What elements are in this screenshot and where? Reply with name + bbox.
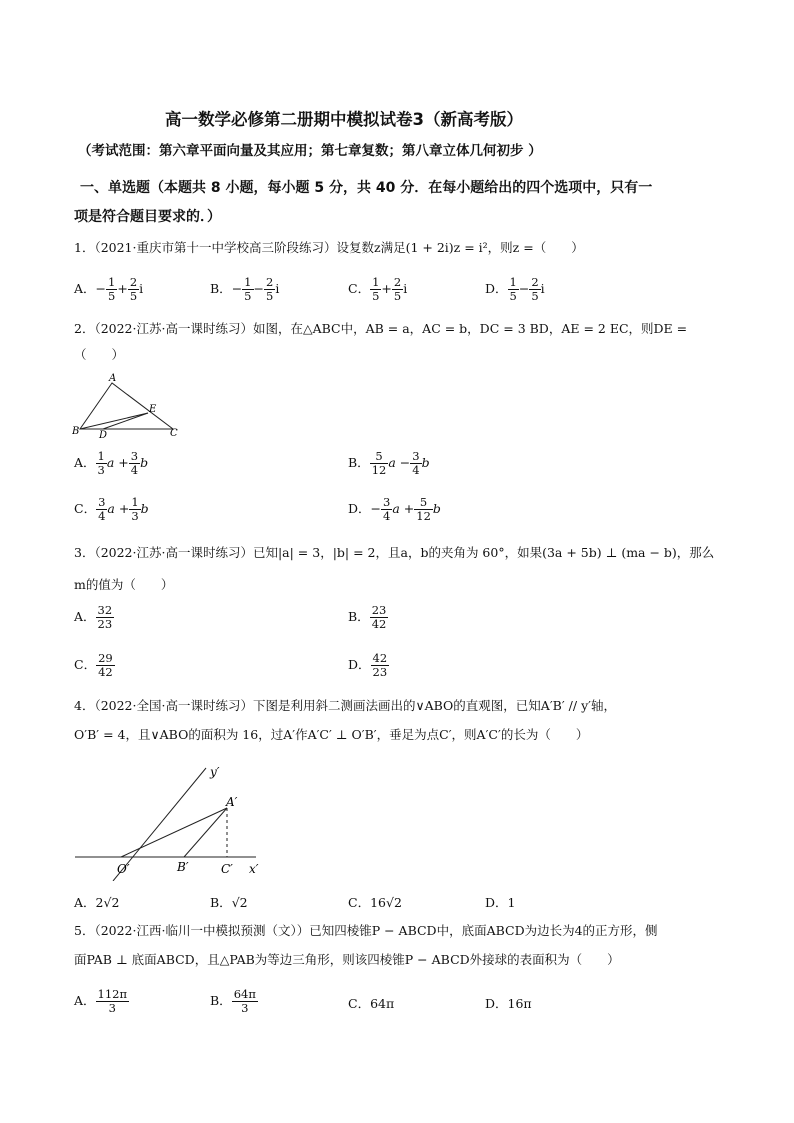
q2-triangle-figure — [72, 372, 184, 442]
fraction: $\frac{1}{3}$ — [97, 449, 105, 477]
fraction: $\frac{64\pi}{3}$ — [233, 987, 256, 1015]
fraction: $\frac{3}{4}$ — [98, 495, 106, 523]
q5-option-b[interactable] — [210, 988, 258, 1015]
fraction: $\frac{42}{23}$ — [372, 651, 388, 679]
q5-stem-line2: 面PAB ⊥ 底面ABCD，且△PAB为等边三角形，则该四棱锥P − ABCD外接球的表面积为（ ） — [74, 952, 620, 967]
fraction: $\frac{1}{5}$ — [372, 275, 380, 303]
fraction: $\frac{3}{4}$ — [130, 449, 139, 477]
vertex-label-c: C — [170, 428, 178, 439]
q4-stem-line2: O′B′ = 4，且∨ABO的面积为 16，过A′作A′C′ ⊥ O′B′，垂足为点C′，则A′C′的长为（ ） — [74, 727, 589, 742]
section-heading-line1: 一、单选题（本题共 8 小题，每小题 5 分，共 40 分．在每小题给出的四个选项中，只有一 — [80, 180, 653, 196]
triangle-abc — [80, 383, 173, 429]
q3-option-a[interactable] — [74, 604, 114, 631]
axis-label-y: y′ — [210, 765, 220, 779]
q5-option-d[interactable]: D．16π — [485, 996, 532, 1011]
q3-stem-line1: 3．（2022·江苏·高一课时练习）已知|a| = 3，|b| = 2，且a，b的夹角为 60°，如果(3a + 5b) ⊥ (ma − b)，那么 — [74, 545, 715, 560]
point-label-c: C′ — [221, 862, 233, 876]
q5-stem-line1: 5．（2022·江西·临川一中模拟预测（文））已知四棱锥P − ABCD中，底面ABCD为边长为4的正方形，侧 — [74, 923, 658, 938]
q1-option-d[interactable]: D． $\frac{1}{5}$ − $\frac{2}{5}$ i — [485, 275, 545, 303]
option-label: D． — [485, 281, 508, 296]
point-label-b: B′ — [177, 860, 189, 874]
segment-b-a — [184, 808, 227, 857]
q2-option-c[interactable]: C． $\frac{3}{4}$ a + $\frac{1}{3}$ b — [74, 495, 149, 523]
fraction: $\frac{3}{4}$ — [383, 495, 391, 523]
axis-label-x: x′ — [249, 862, 259, 876]
option-label: C． — [348, 281, 371, 296]
option-label: C． — [348, 996, 371, 1011]
fraction: $\frac{2}{5}$ — [265, 275, 274, 303]
fraction: $\frac{1}{5}$ — [108, 275, 116, 303]
option-label: C． — [74, 501, 97, 516]
q4-stem-line1: 4．（2022·全国·高一课时练习）下图是利用斜二测画法画出的∨ABO的直观图，已知A′B′ // y′轴， — [74, 698, 616, 713]
option-label: A． — [74, 993, 96, 1008]
q5-option-c[interactable]: C．64π — [348, 996, 395, 1011]
q4-option-b[interactable]: B．√2 — [210, 895, 248, 910]
option-label: D． — [348, 501, 371, 516]
fraction: $\frac{1}{3}$ — [131, 495, 139, 523]
option-label: D． — [485, 895, 508, 910]
point-label-d: D — [99, 430, 108, 441]
option-label: D． — [485, 996, 508, 1011]
fraction: $\frac{29}{42}$ — [98, 651, 113, 679]
q3-stem-line2: m的值为（ ） — [74, 577, 174, 592]
point-label-a: A′ — [226, 795, 238, 809]
point-label-o: O′ — [117, 862, 130, 876]
q5-option-a[interactable] — [74, 988, 129, 1015]
option-label: B． — [348, 609, 370, 624]
option-label: C． — [74, 657, 97, 672]
q2-stem-line2: （ ） — [74, 347, 125, 362]
fraction: $\frac{2}{5}$ — [393, 275, 402, 303]
option-label: A． — [74, 609, 96, 624]
option-label: D． — [348, 657, 371, 672]
segment-be — [80, 413, 148, 429]
fraction: $\frac{1}{5}$ — [244, 275, 252, 303]
q3-option-c[interactable] — [74, 652, 115, 679]
segment-de — [103, 413, 148, 429]
q2-option-d[interactable]: D．− $\frac{3}{4}$ a + $\frac{5}{12}$ b — [348, 495, 441, 523]
fraction: $\frac{112\pi}{3}$ — [97, 987, 128, 1015]
q4-oblique-figure — [70, 756, 270, 881]
point-label-e: E — [149, 404, 157, 415]
q2-option-a[interactable]: A． $\frac{1}{3}$ a + $\frac{3}{4}$ b — [74, 449, 149, 477]
fraction: $\frac{32}{23}$ — [97, 603, 113, 631]
fraction: $\frac{23}{42}$ — [371, 603, 387, 631]
vertex-label-b: B — [72, 426, 80, 437]
fraction: $\frac{5}{12}$ — [371, 449, 387, 477]
page-title: 高一数学必修第二册期中模拟试卷3（新高考版） — [165, 110, 523, 129]
fraction: $\frac{2}{5}$ — [129, 275, 138, 303]
q1-option-c[interactable]: C． $\frac{1}{5}$ + $\frac{2}{5}$ i — [348, 275, 408, 303]
q2-option-b[interactable]: B． $\frac{5}{12}$ a − $\frac{3}{4}$ b — [348, 449, 430, 477]
option-label: A． — [74, 281, 96, 296]
q4-option-c[interactable]: C．16√2 — [348, 895, 402, 910]
exam-scope: （考试范围：第六章平面向量及其应用；第七章复数；第八章立体几何初步 ） — [78, 143, 542, 159]
vertex-label-a: A — [109, 373, 117, 384]
q4-option-d[interactable]: D．1 — [485, 895, 516, 910]
q1-option-a[interactable]: A．− $\frac{1}{5}$ + $\frac{2}{5}$ i — [74, 275, 144, 303]
fraction: $\frac{5}{12}$ — [416, 495, 431, 523]
option-label: B． — [210, 993, 232, 1008]
q4-option-a[interactable]: A．2√2 — [74, 895, 120, 910]
option-label: B． — [348, 455, 370, 470]
q1-stem: 1．（2021·重庆市第十一中学校高三阶段练习）设复数z满足(1 + 2i)z = i²，则z =（ ） — [74, 240, 584, 255]
section-heading-line2: 项是符合题目要求的．） — [74, 209, 221, 225]
fraction: $\frac{2}{5}$ — [531, 275, 539, 303]
option-label: B． — [210, 281, 232, 296]
q3-option-d[interactable] — [348, 652, 389, 679]
fraction: $\frac{3}{4}$ — [412, 449, 420, 477]
q1-option-b[interactable]: B．− $\frac{1}{5}$ − $\frac{2}{5}$ i — [210, 275, 280, 303]
segment-o-a — [121, 808, 227, 857]
option-label: B． — [210, 895, 232, 910]
option-label: C． — [348, 895, 371, 910]
option-label: A． — [74, 895, 96, 910]
q2-stem-line1: 2．（2022·江苏·高一课时练习）如图，在△ABC中，AB = a，AC = b，DC = 3 BD，AE = 2 EC，则DE = — [74, 321, 688, 336]
fraction: $\frac{1}{5}$ — [509, 275, 517, 303]
option-label: A． — [74, 455, 96, 470]
q3-option-b[interactable] — [348, 604, 388, 631]
